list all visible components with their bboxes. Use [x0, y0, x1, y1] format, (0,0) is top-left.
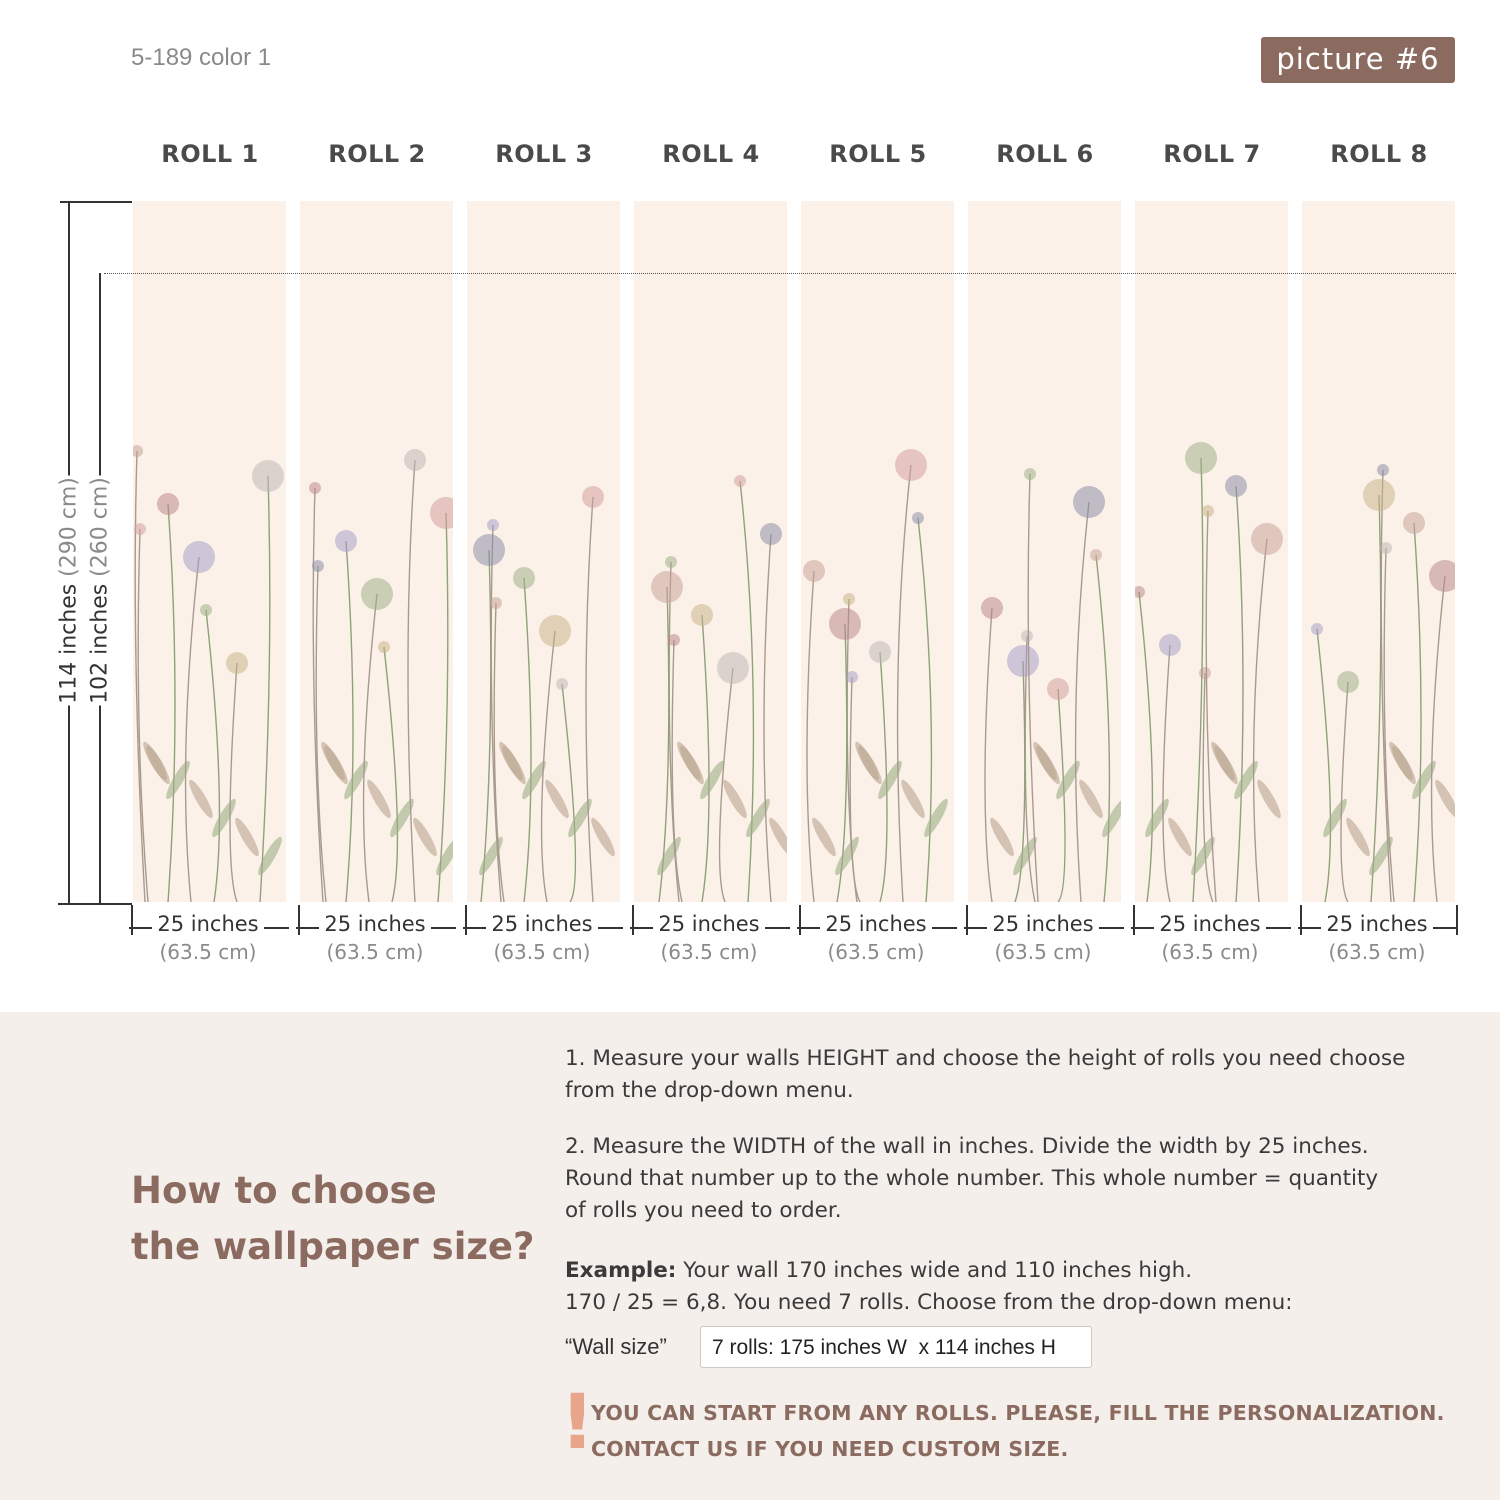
flower-head: [846, 671, 858, 683]
stem: [672, 640, 682, 902]
example-label: Example:: [565, 1258, 677, 1283]
stem: [438, 513, 448, 902]
roll-width-label-1: [125, 912, 291, 936]
flower-head: [912, 512, 924, 524]
flower-head: [1047, 678, 1069, 700]
leaf: [209, 796, 240, 839]
flower-head: [1403, 512, 1425, 534]
stem: [1236, 486, 1243, 902]
example: [565, 1255, 1445, 1319]
leaf: [186, 777, 217, 820]
roll-label-8: ROLL 8: [1330, 140, 1428, 168]
flower-head: [668, 634, 680, 646]
flower-head: [1185, 442, 1217, 474]
stem: [1371, 495, 1381, 902]
flower-head: [133, 445, 143, 457]
flower-head: [1159, 634, 1181, 656]
leaf: [542, 777, 573, 820]
roll-panel-4: [634, 201, 787, 902]
leaf: [410, 815, 441, 858]
flower-head: [1363, 479, 1395, 511]
height-102-cm: (260 cm): [87, 477, 113, 577]
flower-head: [226, 652, 248, 674]
roll-width-inches: 25 inches: [319, 912, 430, 936]
flower-head: [734, 475, 746, 487]
flower-head: [803, 560, 825, 582]
height-102-guide-line: [104, 273, 1456, 274]
leaf: [1211, 743, 1242, 786]
floral-illustration: [801, 201, 954, 902]
flower-head: [134, 523, 146, 535]
roll-panel-5: [801, 201, 954, 902]
stem: [138, 529, 148, 902]
stem: [168, 504, 175, 902]
leaf: [677, 743, 708, 786]
height-114-cm: (290 cm): [56, 477, 82, 577]
flower-head: [312, 560, 324, 572]
roll-width-inches: 25 inches: [987, 912, 1098, 936]
stem: [1139, 592, 1152, 902]
leaf: [387, 796, 418, 839]
flower-head: [361, 578, 393, 610]
leaf: [1142, 796, 1173, 839]
roll-width-cm-1: (63.5 cm): [159, 940, 257, 964]
step-2-line3: of rolls you need to order.: [565, 1198, 842, 1223]
leaf: [1165, 815, 1196, 858]
stem: [807, 571, 814, 902]
flower-head: [869, 641, 891, 663]
flower-head: [378, 641, 390, 653]
step-2-line2: Round that number up to the whole number. This whole number = quantity: [565, 1166, 1379, 1191]
flower-head: [651, 571, 683, 603]
leaf: [1254, 777, 1285, 820]
roll-width-label-3: [459, 912, 625, 936]
flower-head: [1021, 630, 1033, 642]
guide-heading: [131, 1163, 551, 1275]
stem: [740, 481, 753, 902]
roll-panel-1: [133, 201, 286, 902]
leaf: [476, 834, 507, 877]
roll-label-3: ROLL 3: [495, 140, 593, 168]
wall-size-label: “Wall size”: [565, 1334, 667, 1359]
roll-width-cm-8: (63.5 cm): [1328, 940, 1426, 964]
height-114-top-tick: [60, 201, 132, 203]
leaf: [1389, 743, 1420, 786]
roll-width-inches: 25 inches: [1321, 912, 1432, 936]
stem: [346, 541, 353, 902]
height-114-inches: 114 inches: [56, 583, 82, 704]
flower-head: [309, 482, 321, 494]
leaf: [588, 815, 619, 858]
leaf: [987, 815, 1018, 858]
warning-line2: CONTACT US IF YOU NEED CUSTOM SIZE.: [591, 1437, 1069, 1461]
flower-head: [1202, 505, 1214, 517]
stem: [985, 608, 992, 902]
leaf: [1432, 777, 1455, 820]
step-1-line2: from the drop-down menu.: [565, 1078, 854, 1103]
stem: [260, 476, 270, 902]
stem: [1317, 629, 1330, 902]
roll-panel-7: [1135, 201, 1288, 902]
product-code: 5-189 color 1: [131, 44, 272, 71]
flower-head: [252, 460, 284, 492]
leaf: [743, 796, 774, 839]
leaf: [1033, 743, 1064, 786]
stem: [1096, 555, 1109, 902]
roll-label-7: ROLL 7: [1163, 140, 1261, 168]
example-line1: Your wall 170 inches wide and 110 inches high.: [676, 1258, 1193, 1283]
flower-head: [157, 493, 179, 515]
stem: [230, 663, 237, 902]
stem: [408, 460, 415, 902]
flower-head: [183, 541, 215, 573]
roll-width-label-5: [793, 912, 959, 936]
floral-illustration: [467, 201, 620, 902]
roll-panel-6: [968, 201, 1121, 902]
flower-head: [582, 486, 604, 508]
flower-head: [829, 608, 861, 640]
roll-width-cm-3: (63.5 cm): [493, 940, 591, 964]
flower-head: [335, 530, 357, 552]
leaf: [654, 834, 685, 877]
leaf: [921, 796, 952, 839]
leaf: [766, 815, 787, 858]
stem: [562, 684, 575, 902]
roll-width-label-8: [1294, 912, 1460, 936]
flower-head: [556, 678, 568, 690]
roll-label-6: ROLL 6: [996, 140, 1094, 168]
flower-head: [513, 567, 535, 589]
flower-head: [1251, 523, 1283, 555]
roll-width-inches: 25 inches: [152, 912, 263, 936]
height-102-inches: 102 inches: [87, 583, 113, 704]
wall-size-select[interactable]: 7 rolls: 175 inches W x 114 inches H: [700, 1326, 1092, 1368]
roll-width-cm-2: (63.5 cm): [326, 940, 424, 964]
roll-panel-3: [467, 201, 620, 902]
exclamation-icon: !: [560, 1377, 595, 1466]
stem: [316, 566, 326, 902]
guide-heading-line2: the wallpaper size?: [131, 1225, 535, 1268]
step-2-line1: 2. Measure the WIDTH of the wall in inches. Divide the width by 25 inches.: [565, 1134, 1369, 1159]
flower-head: [1090, 549, 1102, 561]
roll-width-label-6: [960, 912, 1126, 936]
picture-badge: picture #6: [1261, 37, 1455, 83]
stem: [364, 594, 377, 902]
stem: [918, 518, 931, 902]
stem: [1341, 682, 1348, 902]
flower-head: [1429, 560, 1455, 592]
stem: [1432, 576, 1445, 902]
leaf: [321, 743, 352, 786]
flower-head: [404, 449, 426, 471]
bottom-tick: [58, 903, 132, 905]
flower-head: [691, 604, 713, 626]
roll-label-4: ROLL 4: [662, 140, 760, 168]
leaf: [143, 743, 174, 786]
roll-width-inches: 25 inches: [820, 912, 931, 936]
flower-head: [665, 556, 677, 568]
flower-head: [487, 519, 499, 531]
roll-width-cm-7: (63.5 cm): [1161, 940, 1259, 964]
leaf: [255, 834, 286, 877]
stem: [898, 465, 911, 902]
stem: [702, 615, 709, 902]
guide-heading-line1: How to choose: [131, 1169, 437, 1212]
stem: [1254, 539, 1267, 902]
step-2: [565, 1131, 1445, 1227]
roll-width-cm-5: (63.5 cm): [827, 940, 925, 964]
leaf: [232, 815, 263, 858]
flower-head: [1337, 671, 1359, 693]
stem: [586, 497, 593, 902]
flower-head: [1377, 464, 1389, 476]
height-102-label: [88, 476, 113, 706]
stem: [384, 647, 397, 902]
floral-illustration: [300, 201, 453, 902]
height-114-label: [57, 476, 82, 706]
flower-head: [717, 652, 749, 684]
step-1: [565, 1043, 1445, 1107]
roll-width-inches: 25 inches: [486, 912, 597, 936]
roll-width-label-4: [626, 912, 792, 936]
flower-head: [1135, 586, 1145, 598]
roll-width-cm-4: (63.5 cm): [660, 940, 758, 964]
floral-illustration: [634, 201, 787, 902]
flower-head: [1311, 623, 1323, 635]
flower-head: [490, 597, 502, 609]
floral-illustration: [968, 201, 1121, 902]
stem: [524, 578, 531, 902]
flower-head: [1199, 667, 1211, 679]
warning-line1: YOU CAN START FROM ANY ROLLS. PLEASE, FILL THE PERSONALIZATION.: [591, 1401, 1445, 1425]
flower-head: [843, 593, 855, 605]
stem: [880, 652, 887, 902]
width-tick: [1456, 905, 1458, 935]
flower-head: [981, 597, 1003, 619]
stem: [1076, 502, 1089, 902]
floral-illustration: [133, 201, 286, 902]
stem: [1193, 458, 1203, 902]
flower-head: [200, 604, 212, 616]
stem: [764, 534, 771, 902]
floral-illustration: [1135, 201, 1288, 902]
floral-illustration: [1302, 201, 1455, 902]
stem: [542, 631, 555, 902]
leaf: [809, 815, 840, 858]
leaf: [565, 796, 596, 839]
flower-head: [1225, 475, 1247, 497]
leaf: [855, 743, 886, 786]
flower-head: [1073, 486, 1105, 518]
leaf: [898, 777, 929, 820]
roll-width-label-2: [292, 912, 458, 936]
leaf: [499, 743, 530, 786]
flower-head: [1007, 645, 1039, 677]
roll-label-5: ROLL 5: [829, 140, 927, 168]
roll-width-cm-6: (63.5 cm): [994, 940, 1092, 964]
flower-head: [1024, 468, 1036, 480]
stem: [1414, 523, 1421, 902]
step-1-line1: 1. Measure your walls HEIGHT and choose the height of rolls you need choose: [565, 1046, 1406, 1071]
roll-panel-8: [1302, 201, 1455, 902]
leaf: [832, 834, 863, 877]
leaf: [364, 777, 395, 820]
roll-width-label-7: [1127, 912, 1293, 936]
flower-head: [539, 615, 571, 647]
flower-head: [760, 523, 782, 545]
flower-head: [473, 534, 505, 566]
stem: [206, 610, 219, 902]
roll-width-inches: 25 inches: [1154, 912, 1265, 936]
stem: [850, 677, 860, 902]
leaf: [1320, 796, 1351, 839]
roll-label-2: ROLL 2: [328, 140, 426, 168]
flower-head: [895, 449, 927, 481]
stem: [186, 557, 199, 902]
flower-head: [1380, 542, 1392, 554]
stem: [1203, 673, 1213, 902]
roll-panel-2: [300, 201, 453, 902]
leaf: [1076, 777, 1107, 820]
leaf: [720, 777, 751, 820]
flower-head: [430, 497, 453, 529]
roll-width-inches: 25 inches: [653, 912, 764, 936]
stem: [1163, 645, 1170, 902]
leaf: [1343, 815, 1374, 858]
roll-label-1: ROLL 1: [161, 140, 259, 168]
example-line2: 170 / 25 = 6,8. You need 7 rolls. Choose from the drop-down menu:: [565, 1290, 1293, 1315]
